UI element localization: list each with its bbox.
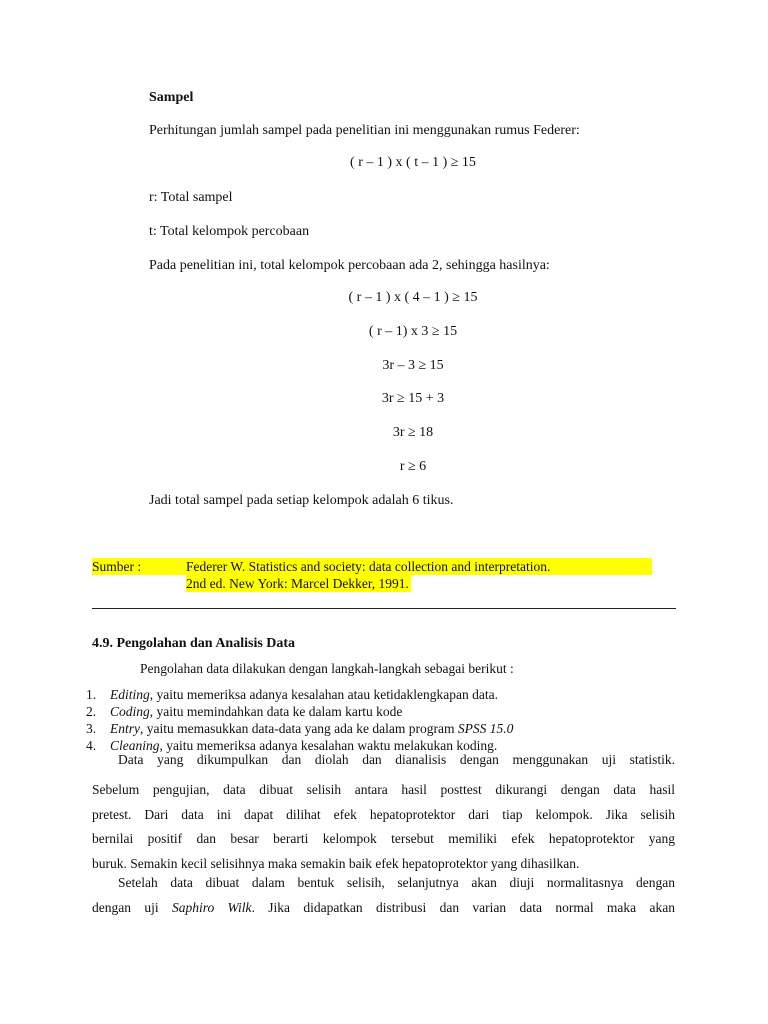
calc-step-1: ( r – 1 ) x ( 4 – 1 ) ≥ 15 — [348, 290, 478, 305]
paragraph-line: Sebelum pengujian, data dibuat selisih antara hasil posttest dikurangi dengan data hasil — [92, 782, 675, 797]
source-label: Sumber : — [92, 559, 142, 574]
definition-r: r: Total sampel — [149, 190, 233, 205]
list-item: 2. Coding, yaitu memindahkan data ke dalam kartu kode — [86, 704, 403, 719]
list-item: 1. Editing, yaitu memeriksa adanya kesalahan atau ketidaklengkapan data. — [86, 687, 498, 702]
paragraph-line: bernilai positif dan besar berarti kelompok tersebut memiliki efek hepatoprotektor yang — [92, 831, 675, 846]
paragraph-line: dengan uji Saphiro Wilk. Jika didapatkan distribusi dan varian data normal maka akan — [92, 900, 675, 915]
source-citation-1: Federer W. Statistics and society: data collection and interpretation. — [186, 559, 551, 574]
list-item: 3. Entry, yaitu memasukkan data-data yang ada ke dalam program SPSS 15.0 — [86, 721, 514, 736]
definition-t: t: Total kelompok percobaan — [149, 224, 310, 239]
source-citation-2: 2nd ed. New York: Marcel Dekker, 1991. — [186, 576, 409, 591]
horizontal-divider — [92, 608, 676, 609]
sampel-conclusion: Jadi total sampel pada setiap kelompok adalah 6 tikus. — [149, 493, 454, 508]
federer-formula: ( r – 1 ) x ( t – 1 ) ≥ 15 — [350, 155, 476, 170]
paragraph-line: Setelah data dibuat dalam bentuk selisih, selanjutnya akan diuji normalitasnya dengan — [118, 875, 675, 890]
sampel-intro: Perhitungan jumlah sampel pada penelitian ini menggunakan rumus Federer: — [149, 123, 580, 138]
calc-step-6: r ≥ 6 — [399, 459, 427, 474]
calc-step-5: 3r ≥ 18 — [392, 425, 434, 440]
paragraph-line: pretest. Dari data ini dapat dilihat efek hepatoprotektor dari tiap kelompok. Jika selisih — [92, 807, 675, 822]
paragraph-line: Data yang dikumpulkan dan diolah dan dianalisis dengan menggunakan uji statistik. — [118, 752, 675, 767]
source-line-1 — [92, 558, 652, 575]
sampel-context: Pada penelitian ini, total kelompok percobaan ada 2, sehingga hasilnya: — [149, 258, 550, 273]
section-4-9-intro: Pengolahan data dilakukan dengan langkah-langkah sebagai berikut : — [140, 661, 514, 676]
section-heading-4-9: 4.9. Pengolahan dan Analisis Data — [92, 636, 296, 651]
list-item: 4. Cleaning, yaitu memeriksa adanya kesalahan waktu melakukan koding. — [86, 738, 498, 753]
processing-steps-list — [86, 686, 686, 754]
calc-step-4: 3r ≥ 15 + 3 — [381, 391, 445, 406]
section-heading-sampel: Sampel — [149, 90, 194, 105]
calc-step-2: ( r – 1) x 3 ≥ 15 — [368, 324, 458, 339]
paragraph-line: buruk. Semakin kecil selisihnya maka semakin baik efek hepatoprotektor yang dihasilkan. — [92, 856, 580, 871]
calc-step-3: 3r – 3 ≥ 15 — [382, 358, 444, 373]
